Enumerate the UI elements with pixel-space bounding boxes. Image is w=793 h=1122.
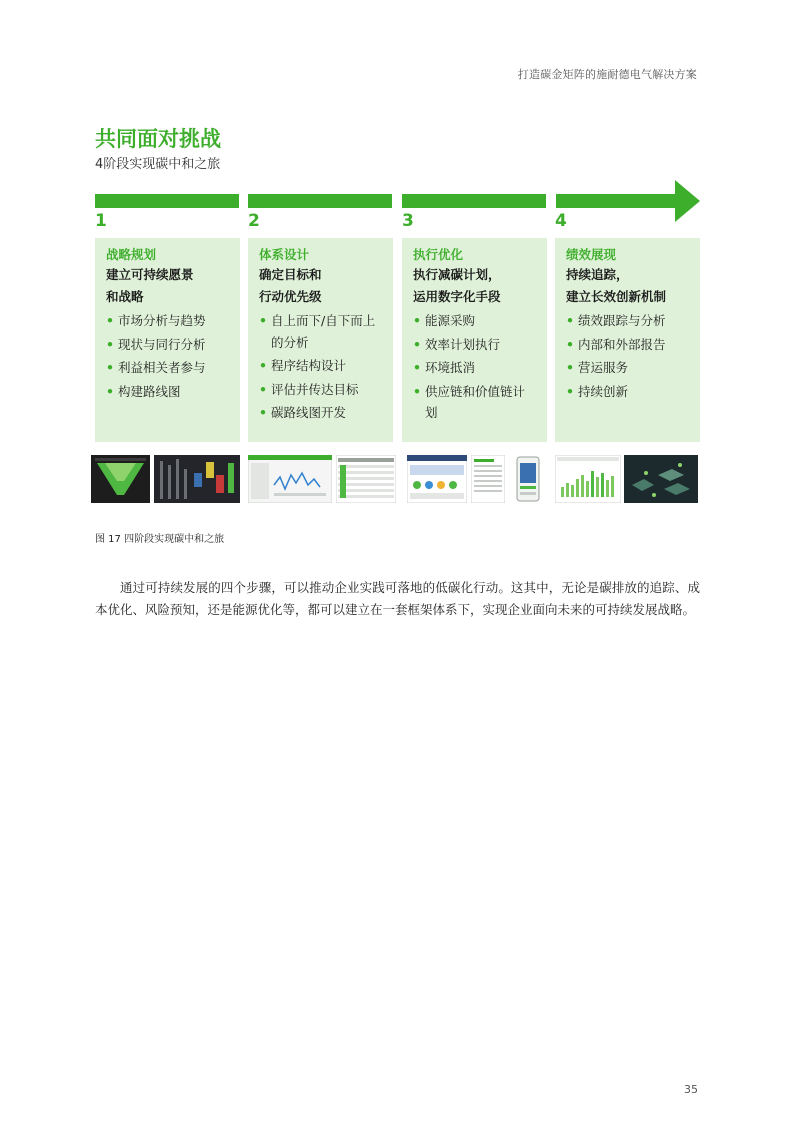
bullet-icon: • bbox=[259, 358, 267, 373]
bullet-icon: • bbox=[106, 383, 114, 399]
stage-box bbox=[402, 238, 547, 442]
performance-bar-chart-thumbnail bbox=[555, 455, 621, 503]
stage-goal-line: 建立可持续愿景 bbox=[106, 267, 194, 282]
bullet-icon: • bbox=[566, 336, 574, 352]
stage-goal bbox=[566, 264, 690, 308]
stage-name: 执行优化 bbox=[413, 247, 464, 262]
stage-goal-line: 运用数字化手段 bbox=[413, 289, 501, 304]
bullet-icon: • bbox=[259, 381, 267, 397]
bullet-icon: • bbox=[259, 313, 267, 328]
stage-name: 体系设计 bbox=[259, 247, 310, 262]
energy-procurement-thumbnail bbox=[407, 455, 467, 503]
stage-item: • 利益相关者参与 bbox=[106, 357, 230, 379]
stage-goal-line: 和战略 bbox=[106, 289, 144, 304]
stage-item-list bbox=[106, 310, 230, 402]
bullet-icon: • bbox=[566, 360, 574, 375]
stage-item-list bbox=[566, 310, 690, 402]
stage-item: • 环境抵消 bbox=[413, 357, 537, 379]
funnel-dashboard-thumbnail bbox=[91, 455, 150, 503]
bullet-icon: • bbox=[106, 360, 114, 375]
stage-item: • 程序结构设计 bbox=[259, 355, 383, 377]
stage-goal-line: 确定目标和 bbox=[259, 267, 322, 282]
stage-number: 3 bbox=[402, 211, 414, 231]
stage-item: • 现状与同行分析 bbox=[106, 334, 230, 356]
stage-item: • 供应链和价值链计划 bbox=[413, 381, 537, 424]
stage-item-list bbox=[413, 310, 537, 424]
stage-item: • 构建路线图 bbox=[106, 381, 230, 403]
section-title: 共同面对挑战 bbox=[95, 127, 221, 151]
stage-name: 绩效展现 bbox=[566, 247, 617, 262]
stage-goal-line: 建立长效创新机制 bbox=[566, 289, 667, 304]
stage-goal-line: 行动优先级 bbox=[259, 289, 322, 304]
stage-name: 战略规划 bbox=[106, 247, 157, 262]
stage-item: • 营运服务 bbox=[566, 357, 690, 379]
stage-goal-line: 持续追踪， bbox=[566, 267, 629, 282]
stage-goal bbox=[413, 264, 537, 308]
bullet-icon: • bbox=[106, 313, 114, 328]
stage-item: • 持续创新 bbox=[566, 381, 690, 403]
body-paragraph: 通过可持续发展的四个步骤，可以推动企业实践可落地的低碳化行动。这其中，无论是碳排放的追踪、成本优化、风险预知，还是能源优化等，都可以建立在一套框架体系下，实现企业面向未来的可持续发展战略。 bbox=[95, 580, 700, 617]
stage-item: • 效率计划执行 bbox=[413, 334, 537, 356]
data-table-thumbnail bbox=[336, 455, 396, 503]
report-page-thumbnail bbox=[471, 455, 505, 503]
stage-goal bbox=[259, 264, 383, 308]
stage-item: • 能源采购 bbox=[413, 310, 537, 332]
bullet-icon: • bbox=[413, 383, 421, 399]
bullet-icon: • bbox=[566, 383, 574, 399]
bullet-icon: • bbox=[106, 336, 114, 352]
bullet-icon: • bbox=[259, 405, 267, 420]
stage-item: • 绩效跟踪与分析 bbox=[566, 310, 690, 332]
stage-item: • 市场分析与趋势 bbox=[106, 310, 230, 332]
arrow-segment-3 bbox=[402, 194, 546, 208]
bullet-icon: • bbox=[566, 313, 574, 328]
trend-chart-thumbnail bbox=[154, 455, 240, 503]
stage-number: 2 bbox=[248, 211, 260, 231]
bullet-icon: • bbox=[413, 313, 421, 328]
stage-item: • 碳路线图开发 bbox=[259, 402, 383, 424]
section-subtitle: 4阶段实现碳中和之旅 bbox=[95, 157, 221, 172]
city-map-thumbnail bbox=[624, 455, 698, 503]
arrow-segment-2 bbox=[248, 194, 392, 208]
stage-goal-line: 执行减碳计划， bbox=[413, 267, 501, 282]
stage-item: • 自上而下/自下而上的分析 bbox=[259, 310, 383, 353]
stage-item: • 内部和外部报告 bbox=[566, 334, 690, 356]
mobile-app-thumbnail bbox=[509, 455, 547, 503]
stage-item: • 评估并传达目标 bbox=[259, 379, 383, 401]
stage-box bbox=[248, 238, 393, 442]
stage-goal bbox=[106, 264, 230, 308]
stage-number: 4 bbox=[555, 211, 567, 231]
arrow-segment-1 bbox=[95, 194, 239, 208]
stage-item-list bbox=[259, 310, 383, 424]
bullet-icon: • bbox=[413, 360, 421, 375]
running-header: 打造碳金矩阵的施耐德电气解决方案 bbox=[517, 68, 697, 81]
figure-caption: 图 17 四阶段实现碳中和之旅 bbox=[95, 534, 225, 545]
page-number: 35 bbox=[684, 1083, 698, 1096]
analytics-dashboard-thumbnail bbox=[248, 455, 332, 503]
stage-box bbox=[555, 238, 700, 442]
arrow-head-segment-4 bbox=[556, 180, 700, 222]
stage-number: 1 bbox=[95, 211, 107, 231]
stage-progress-arrow bbox=[95, 180, 701, 222]
bullet-icon: • bbox=[413, 336, 421, 352]
stage-box bbox=[95, 238, 240, 442]
